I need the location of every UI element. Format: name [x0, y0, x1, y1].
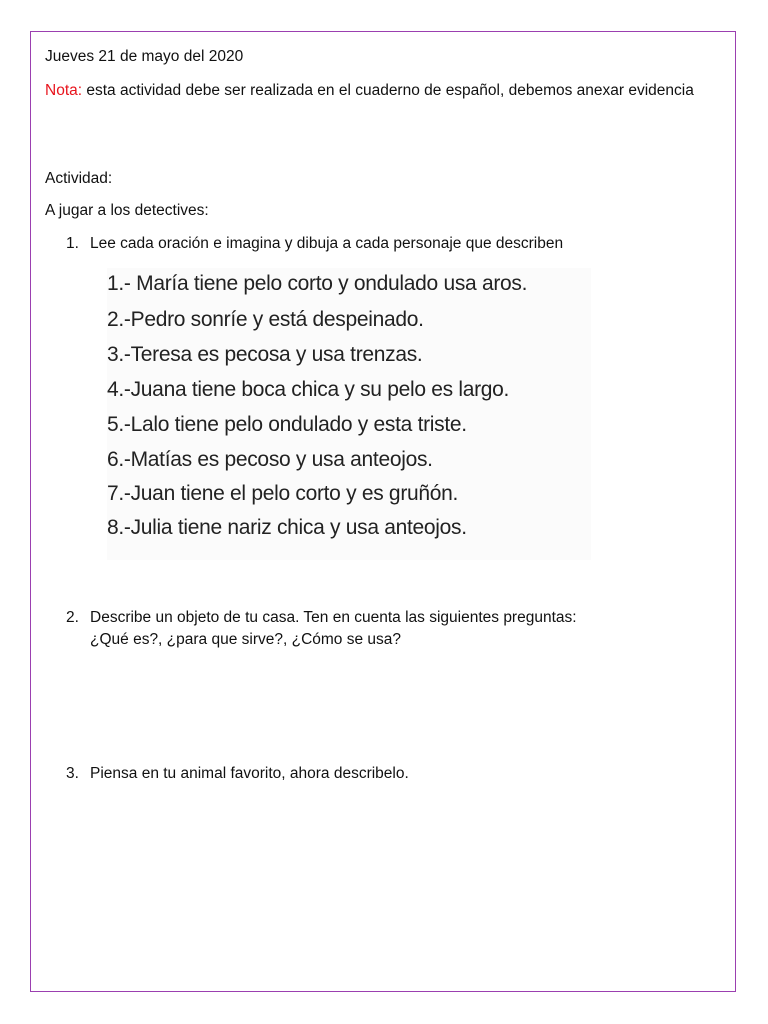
activity-subtitle: A jugar a los detectives:	[45, 202, 209, 219]
sentence-line: 3.-Teresa es pecosa y usa trenzas.	[107, 343, 423, 366]
item-text: Describe un objeto de tu casa. Ten en cuenta las siguientes preguntas:	[90, 609, 577, 626]
item-text: Piensa en tu animal favorito, ahora describelo.	[90, 765, 409, 782]
list-item	[66, 608, 706, 628]
sentence-line: 5.-Lalo tiene pelo ondulado y esta triste.	[107, 413, 467, 436]
sentence-line: 6.-Matías es pecoso y usa anteojos.	[107, 448, 433, 471]
sentence-line: 2.-Pedro sonríe y está despeinado.	[107, 308, 424, 331]
sentence-line: 8.-Julia tiene nariz chica y usa anteojos.	[107, 516, 467, 539]
sentence-line: 1.- María tiene pelo corto y ondulado usa aros.	[107, 272, 528, 295]
list-item	[66, 234, 706, 254]
item-number: 1.	[66, 235, 79, 252]
item-number: 2.	[66, 609, 79, 626]
item-questions: ¿Qué es?, ¿para que sirve?, ¿Cómo se usa?	[90, 631, 402, 648]
sentence-image	[107, 268, 591, 560]
date-heading: Jueves 21 de mayo del 2020	[45, 48, 244, 65]
sentence-line: 7.-Juan tiene el pelo corto y es gruñón.	[107, 482, 459, 505]
note-label: Nota:	[45, 82, 83, 99]
note-text: esta actividad debe ser realizada en el cuaderno de español, debemos anexar evidencia	[82, 82, 694, 99]
activity-label: Actividad:	[45, 170, 113, 187]
sentence-line: 4.-Juana tiene boca chica y su pelo es largo.	[107, 378, 510, 401]
note-paragraph	[45, 81, 715, 101]
item-text: Lee cada oración e imagina y dibuja a cada personaje que describen	[90, 235, 564, 252]
item-number: 3.	[66, 765, 79, 782]
list-item	[66, 764, 706, 784]
